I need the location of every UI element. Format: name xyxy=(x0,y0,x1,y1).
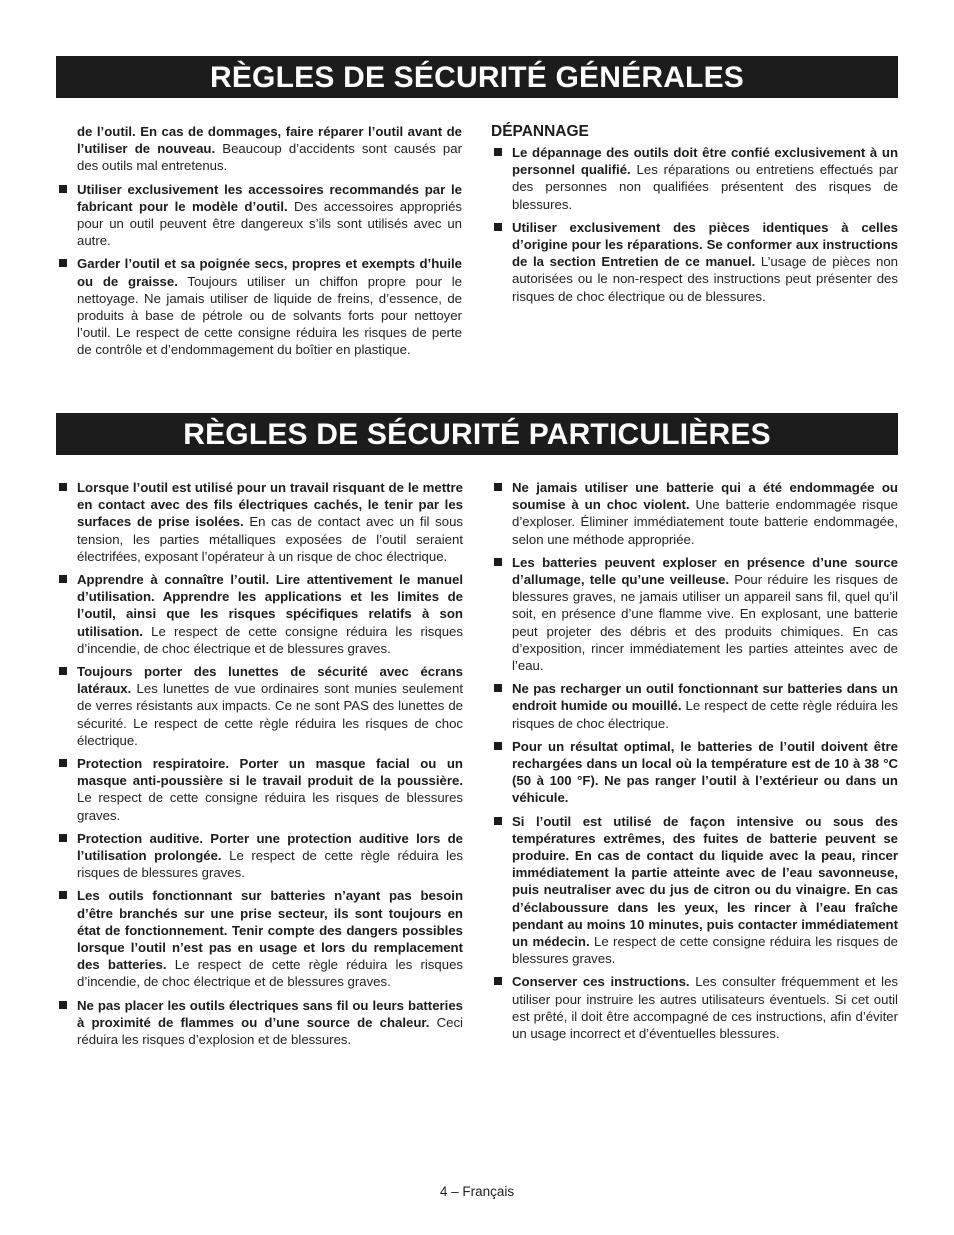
list-item: Ne pas placer les outils électriques sans fil ou leurs batteries à proximité de flammes ou d’une source de chaleur. Ceci réduira les risques d’explosion et de blessures. xyxy=(56,997,463,1049)
list-item: Conserver ces instructions. Les consulter fréquemment et les utiliser pour instruire les autres utilisateurs éventuels. Si cet outil est prêté, il doit être accompagné de ces instructions, afin d’éviter un usage incorrect et d’éventuelles blessures. xyxy=(491,973,898,1042)
specific-left-column xyxy=(56,479,463,1054)
list-item: Toujours porter des lunettes de sécurité avec écrans latéraux. Les lunettes de vue ordinaires sont munies seulement de verres résistants aux impacts. Ce ne sont PAS des lunettes de sécurité. Le respect de cette règle réduira les risques de choc électrique. xyxy=(56,663,463,749)
list-item: Lorsque l’outil est utilisé pour un travail risquant de le mettre en contact avec des fils électriques cachés, le tenir par les surfaces de prise isolées. En cas de contact avec un fil sous tension, les parties métalliques exposées de l’outil seraient électrifées, exposant l’opérateur à un risque de choc électrique. xyxy=(56,479,463,565)
list-item: Ne jamais utiliser une batterie qui a été endommagée ou soumise à un choc violent. Une batterie endommagée risque d’exploser. Éliminer immédiatement toute batterie endommagée, selon une méthode appropriée. xyxy=(491,479,898,548)
general-right-column xyxy=(491,123,898,311)
square-bullet-icon xyxy=(494,977,502,985)
square-bullet-icon xyxy=(494,684,502,692)
specific-rules-banner xyxy=(56,413,898,455)
square-bullet-icon xyxy=(59,759,67,767)
square-bullet-icon xyxy=(494,558,502,566)
list-item: Utiliser exclusivement des pièces identiques à celles d’origine pour les réparations. Se conformer aux instructions de la section Entretien de ce manuel. L’usage de pièces non autorisées ou le non-respect des instructions peut présenter des risques de choc électrique ou de blessures. xyxy=(491,219,898,305)
square-bullet-icon xyxy=(59,667,67,675)
square-bullet-icon xyxy=(59,483,67,491)
section-heading-depannage: DÉPANNAGE xyxy=(491,123,589,140)
page-number-footer: 4 – Français xyxy=(439,1184,515,1199)
list-item: Utiliser exclusivement les accessoires recommandés par le fabricant pour le modèle d’outil. Des accessoires appropriés pour un outil peuvent être dangereux s’ils sont utilisés avec un autre. xyxy=(56,181,462,250)
general-left-column xyxy=(56,123,462,365)
list-item: Apprendre à connaître l’outil. Lire attentivement le manuel d’utilisation. Apprendre les applications et les limites de l’outil, ainsi que les risques spécifiques relatifs à son utilisation. Le respect de cette consigne réduira les risques d’incendie, de choc électrique et de blessures graves. xyxy=(56,571,463,657)
square-bullet-icon xyxy=(59,259,67,267)
list-item: Protection auditive. Porter une protection auditive lors de l’utilisation prolongée. Le respect de cette règle réduira les risques de blessures graves. xyxy=(56,830,463,882)
square-bullet-icon xyxy=(59,834,67,842)
square-bullet-icon xyxy=(59,185,67,193)
square-bullet-icon xyxy=(59,1001,67,1009)
list-item: Si l’outil est utilisé de façon intensive ou sous des températures extrêmes, des fuites de batterie peuvent se produire. En cas de contact du liquide avec la peau, rincer immédiatement la partie atteinte avec de l’eau savonneuse, puis neutraliser avec du jus de citron ou du vinaigre. En cas d’éclaboussure dans les yeux, les rincer à l’eau fraîche pendant au moins 10 minutes, puis contacter immédiatement un médecin. Le respect de cette consigne réduira les risques de blessures graves. xyxy=(491,813,898,968)
square-bullet-icon xyxy=(494,742,502,750)
list-item: Protection respiratoire. Porter un masque facial ou un masque anti-poussière si le travail produit de la poussière. Le respect de cette consigne réduira les risques de blessures graves. xyxy=(56,755,463,824)
square-bullet-icon xyxy=(494,148,502,156)
specific-right-column xyxy=(491,479,898,1048)
list-item: Ne pas recharger un outil fonctionnant sur batteries dans un endroit humide ou mouillé. Le respect de cette règle réduira les risques de choc électrique. xyxy=(491,680,898,732)
general-rules-banner xyxy=(56,56,898,98)
specific-rules-title: RÈGLES DE SÉCURITÉ PARTICULIÈRES xyxy=(183,418,771,451)
list-item: Les outils fonctionnant sur batteries n’ayant pas besoin d’être branchés sur une prise secteur, ils sont toujours en état de fonctionnement. Tenir compte des dangers possibles lorsque l’outil n’est pas en usage et lors du remplacement des batteries. Le respect de cette règle réduira les risques d’incendie, de choc électrique et de blessures graves. xyxy=(56,887,463,990)
list-item: de l’outil. En cas de dommages, faire réparer l’outil avant de l’utiliser de nouveau. Beaucoup d’accidents sont causés par des outils mal entretenus. xyxy=(77,124,462,174)
list-item: Le dépannage des outils doit être confié exclusivement à un personnel qualifié. Les réparations ou entretiens effectués par des personnes non qualifiées présentent des risques de blessures. xyxy=(491,144,898,213)
general-rules-title: RÈGLES DE SÉCURITÉ GÉNÉRALES xyxy=(209,61,744,94)
square-bullet-icon xyxy=(494,817,502,825)
list-item: Garder l’outil et sa poignée secs, propres et exempts d’huile ou de graisse. Toujours utiliser un chiffon propre pour le nettoyage. Ne jamais utiliser de liquide de freins, d’essence, de produits à base de pétrole ou de solvants forts pour nettoyer l’outil. Le respect de cette consigne réduira les risques de perte de contrôle et d’endommagement du boîtier en plastique. xyxy=(56,255,462,358)
square-bullet-icon xyxy=(494,483,502,491)
list-item: Pour un résultat optimal, le batteries de l’outil doivent être rechargées dans un local où la température est de 10 à 38 °C (50 à 100 °F). Ne pas ranger l’outil à l’extérieur ou dans un véhicule. xyxy=(491,738,898,807)
square-bullet-icon xyxy=(59,891,67,899)
list-item: Les batteries peuvent exploser en présence d’une source d’allumage, telle qu’une veilleuse. Pour réduire les risques de blessures graves, ne jamais utiliser un appareil sans fil, quel qu’il soit, en présence d’une flamme vive. En explosant, une batterie peut projeter des débris et des produits chimiques. En cas d’exposition, rincer immédiatement les parties atteintes avec de l’eau. xyxy=(491,554,898,674)
square-bullet-icon xyxy=(59,575,67,583)
square-bullet-icon xyxy=(494,223,502,231)
